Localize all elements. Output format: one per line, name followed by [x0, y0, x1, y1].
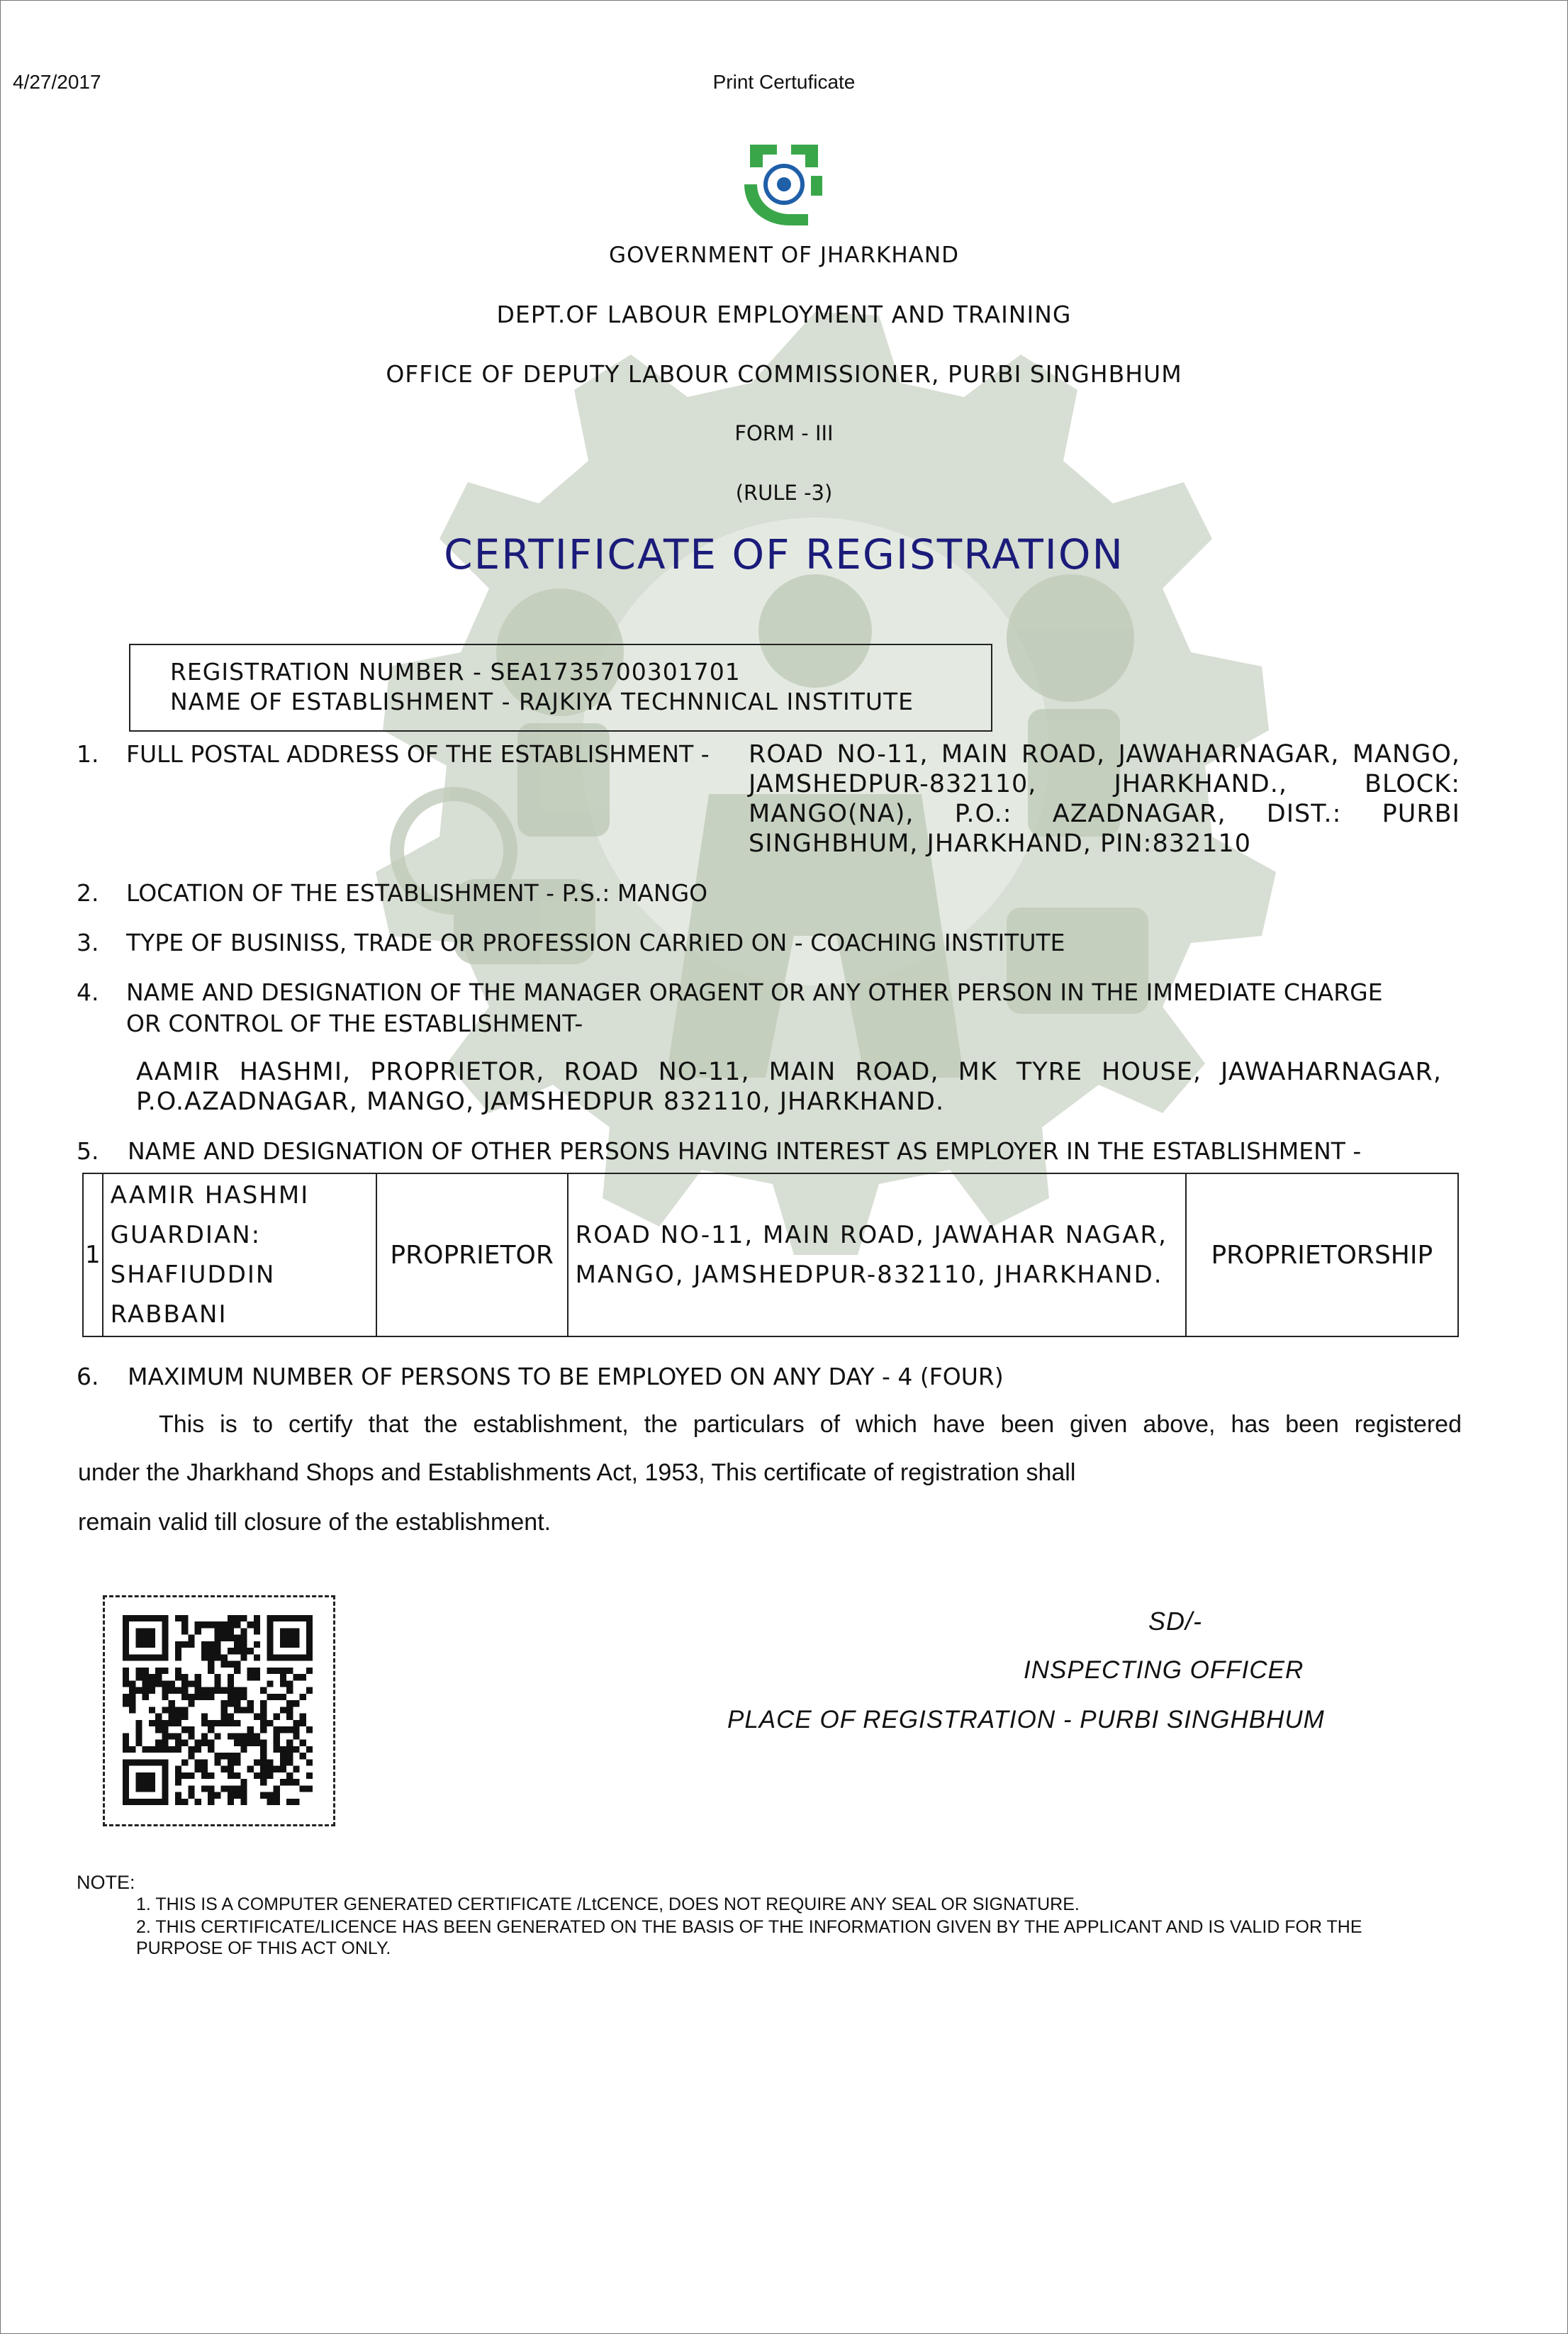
item-3-number: 3.: [77, 929, 99, 956]
employer-address-line: MANGO, JAMSHEDPUR-832110, JHARKHAND.: [575, 1261, 1163, 1289]
signature-sd: SD/-: [1148, 1607, 1202, 1636]
print-page-title: Print Certuficate: [712, 71, 856, 93]
item-1-label: FULL POSTAL ADDRESS OF THE ESTABLISHMENT -: [126, 740, 710, 768]
print-date: 4/27/2017: [13, 71, 101, 93]
employer-serial: 1: [83, 1173, 103, 1336]
employer-address-cell: [568, 1173, 1186, 1336]
note-2-line-1: 2. THIS CERTIFICATE/LICENCE HAS BEEN GENERATED ON THE BASIS OF THE INFORMATION GIVEN BY THE APPLICANT AND IS VALID FOR THE: [136, 1917, 1362, 1937]
government-heading: GOVERNMENT OF JHARKHAND: [609, 242, 959, 268]
certify-line-3: remain valid till closure of the establishment.: [78, 1509, 551, 1536]
employer-name-cell: [103, 1173, 376, 1336]
item-1-address-line-3: MANGO(NA), P.O.: AZADNAGAR, DIST.: PURBI: [749, 800, 1460, 828]
table-row: [83, 1173, 1458, 1336]
item-5-number: 5.: [77, 1137, 99, 1165]
rule-number: (RULE -3): [735, 481, 833, 505]
jharkhand-emblem-icon: [737, 139, 831, 231]
establishment-name: NAME OF ESTABLISHMENT - RAJKIYA TECHNNICAL INSTITUTE: [170, 688, 914, 715]
employer-table: [82, 1173, 1459, 1337]
note-1: 1. THIS IS A COMPUTER GENERATED CERTIFICATE /LtCENCE, DOES NOT REQUIRE ANY SEAL OR SIGNATURE.: [136, 1894, 1080, 1914]
item-4-number: 4.: [77, 978, 99, 1006]
item-1-address-line-4: SINGHBHUM, JHARKHAND, PIN:832110: [749, 830, 1252, 858]
item-4-text-line-2: OR CONTROL OF THE ESTABLISHMENT-: [126, 1010, 583, 1037]
item-3-text: TYPE OF BUSINISS, TRADE OR PROFESSION CARRIED ON - COACHING INSTITUTE: [126, 929, 1065, 956]
item-2-number: 2.: [77, 879, 99, 907]
place-of-registration: PLACE OF REGISTRATION - PURBI SINGHBHUM: [727, 1706, 1325, 1733]
office-heading: OFFICE OF DEPUTY LABOUR COMMISSIONER, PURBI SINGHBHUM: [386, 360, 1182, 388]
item-1-address-line-1: ROAD NO-11, MAIN ROAD, JAWAHARNAGAR, MANGO,: [749, 740, 1460, 769]
employer-name-line: AAMIR HASHMI: [110, 1181, 310, 1210]
item-4-text-line-1: NAME AND DESIGNATION OF THE MANAGER ORAGENT OR ANY OTHER PERSON IN THE IMMEDIATE CHARGE: [126, 978, 1383, 1006]
employer-name-line: RABBANI: [110, 1300, 228, 1329]
employer-address-line: ROAD NO-11, MAIN ROAD, JAWAHAR NAGAR,: [575, 1221, 1167, 1249]
employer-name-line: GUARDIAN:: [110, 1221, 262, 1249]
inspecting-officer: INSPECTING OFFICER: [1024, 1656, 1304, 1684]
certificate-title: CERTIFICATE OF REGISTRATION: [444, 530, 1124, 579]
qr-code-icon: [123, 1615, 313, 1805]
item-2-text: LOCATION OF THE ESTABLISHMENT - P.S.: MANGO: [126, 879, 708, 907]
registration-box: [129, 644, 992, 732]
qr-code-frame: [103, 1595, 335, 1826]
item-5-text: NAME AND DESIGNATION OF OTHER PERSONS HAVING INTEREST AS EMPLOYER IN THE ESTABLISHMENT -: [128, 1137, 1362, 1165]
item-1-address-line-2: JAMSHEDPUR-832110, JHARKHAND., BLOCK:: [749, 770, 1460, 798]
item-6-number: 6.: [77, 1363, 99, 1390]
note-heading: NOTE:: [77, 1872, 135, 1893]
employer-designation: PROPRIETOR: [376, 1173, 568, 1336]
item-4-value-line-2: P.O.AZADNAGAR, MANGO, JAMSHEDPUR 832110, JHARKHAND.: [136, 1088, 945, 1116]
department-heading: DEPT.OF LABOUR EMPLOYMENT AND TRAINING: [496, 301, 1072, 328]
employer-name-line: SHAFIUDDIN: [110, 1261, 276, 1289]
form-number: FORM - III: [734, 421, 834, 445]
employer-type: PROPRIETORSHIP: [1186, 1173, 1458, 1336]
certify-line-1: This is to certify that the establishment, the particulars of which have been given above, has been registered: [159, 1411, 1462, 1438]
certify-line-2: under the Jharkhand Shops and Establishments Act, 1953, This certificate of registration shall: [78, 1459, 1076, 1486]
item-1-number: 1.: [77, 740, 99, 768]
note-2-line-2: PURPOSE OF THIS ACT ONLY.: [136, 1938, 391, 1958]
registration-number: REGISTRATION NUMBER - SEA1735700301701: [170, 658, 741, 686]
item-4-value-line-1: AAMIR HASHMI, PROPRIETOR, ROAD NO-11, MAIN ROAD, MK TYRE HOUSE, JAWAHARNAGAR,: [136, 1058, 1442, 1086]
item-6-text: MAXIMUM NUMBER OF PERSONS TO BE EMPLOYED ON ANY DAY - 4 (FOUR): [128, 1363, 1004, 1390]
